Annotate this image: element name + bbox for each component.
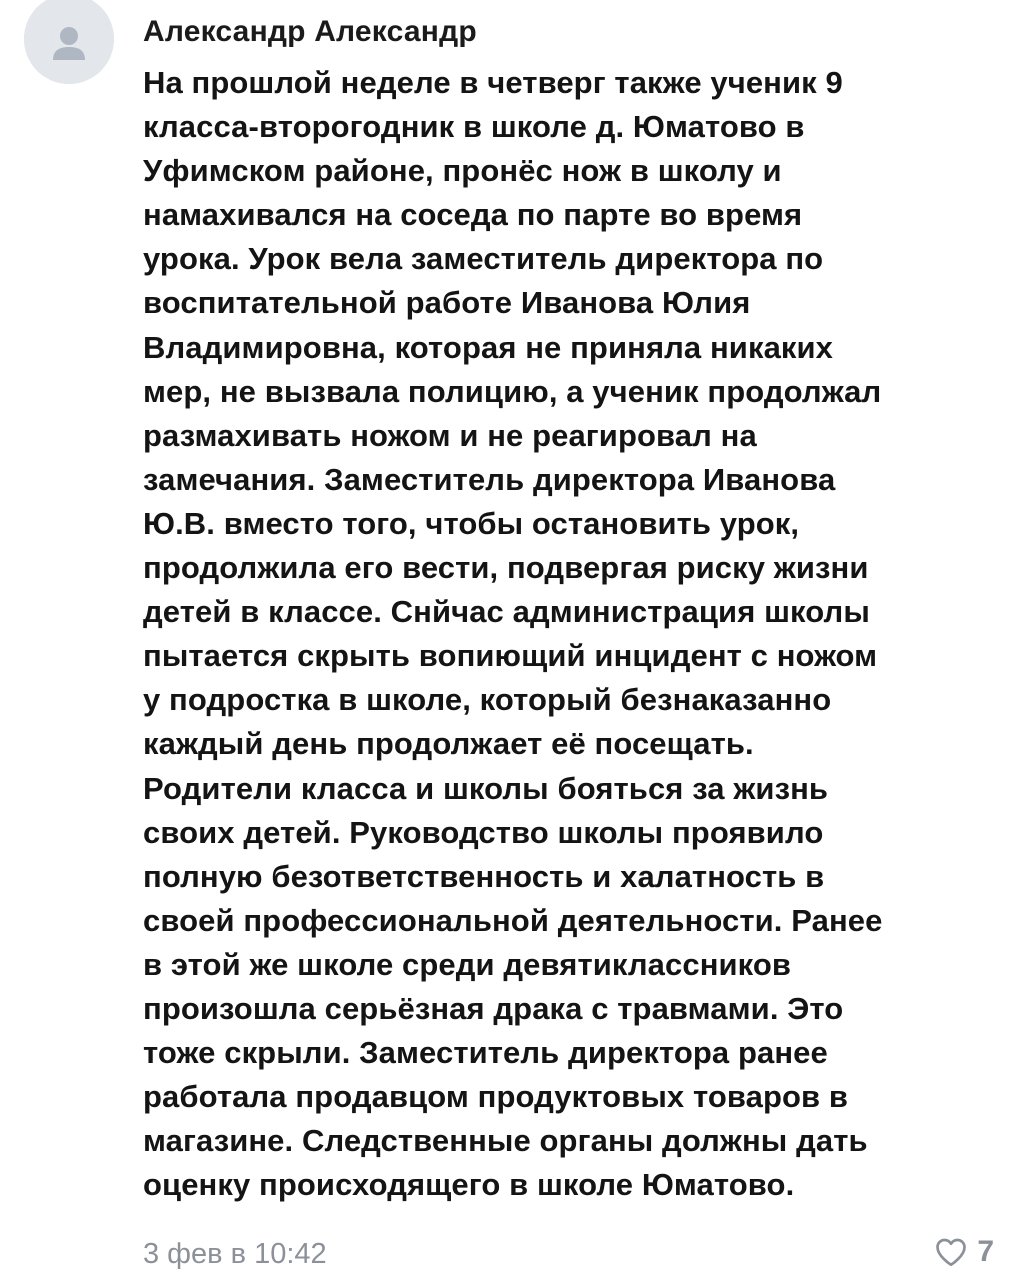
comment-author[interactable]: Александр Александр (143, 15, 477, 48)
avatar[interactable] (24, 0, 114, 84)
like-button[interactable] (933, 1234, 994, 1270)
comment-text: На прошлой неделе в четверг также ученик 9 класса-второгодник в школе д. Юматово в Уфимском районе, пронёс нож в школу и намахивался на соседа по парте во время урока. Урок вела заместитель директора по воспитательной работе Иванова Юлия Владимировна, которая не приняла никаких мер, не вызвала полицию, а ученик продолжал размахивать ножом и не реагировал на замечания. Заместитель директора Иванова Ю.В. вместо того, чтобы остановить урок, продолжила его вести, подвергая риску жизни детей в классе. Снйчас администрация школы пытается скрыть вопиющий инцидент с ножом у подростка в школе, который безнаказанно каждый день продолжает её посещать. Родители класса и школы бояться за жизнь своих детей. Руководство школы проявило полную безответственность и халатность в своей профессиональной деятельности. Ранее в этой же школе среди девятиклассников произошла серьёзная драка с травмами. Это тоже скрыли. Заместитель директора ранее работала продавцом продуктовых товаров в магазине. Следственные органы должны дать оценку происходящего в школе Юматово. (143, 65, 883, 1203)
like-count: 7 (977, 1235, 994, 1268)
comment-timestamp: 3 фев в 10:42 (143, 1238, 327, 1270)
user-placeholder-icon (24, 0, 114, 84)
heart-outline-icon (933, 1234, 969, 1270)
